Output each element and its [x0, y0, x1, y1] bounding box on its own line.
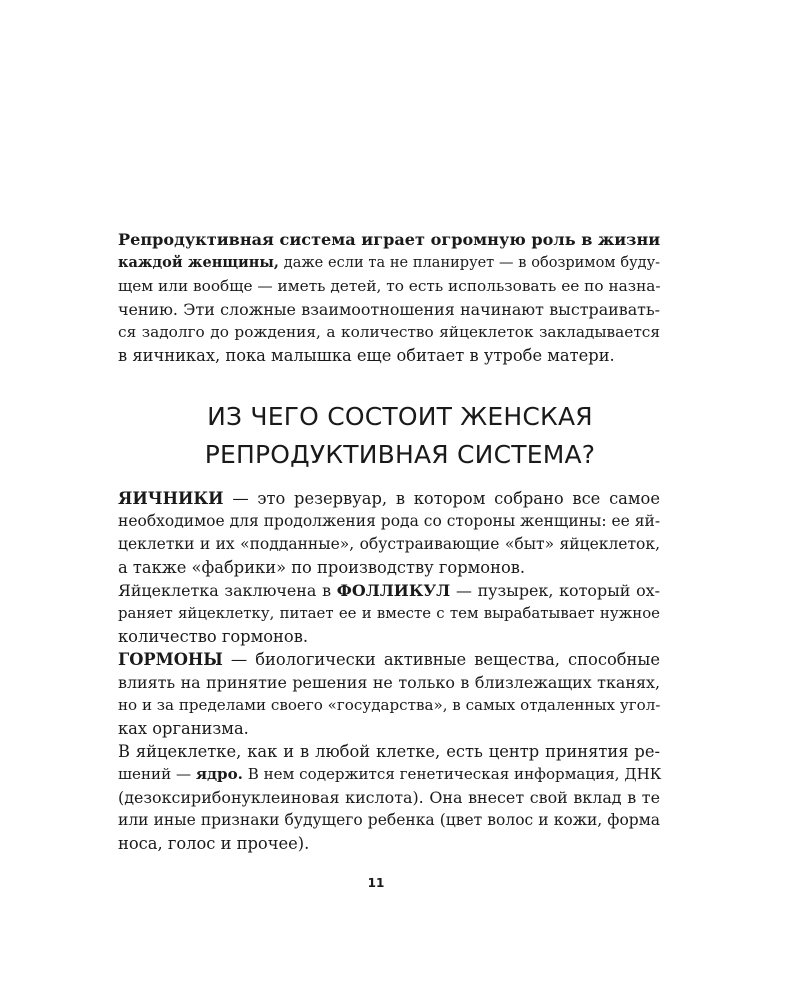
- nucleus-line-2: [118, 763, 660, 786]
- ovaries-line-1: [118, 487, 660, 510]
- follicle-line-2: раняет яйцеклетку, питает ее и вместе с тем вырабатывает нужное: [118, 604, 660, 622]
- body-text: [118, 487, 660, 855]
- hormones-line-2: влиять на принятие решения не только в близлежащих тканях,: [118, 673, 660, 692]
- hormones-line-1-rest: — биологически активные вещества, способные: [222, 650, 660, 669]
- intro-line-1: [118, 228, 660, 251]
- intro-line-2: [118, 251, 660, 275]
- intro-line-5: ся задолго до рождения, а количество яйцеклеток закладывается: [118, 323, 660, 341]
- intro-line-4: чению. Эти сложные взаимоотношения начинают выстраивать-: [118, 300, 660, 319]
- follicle-term: ФОЛЛИКУЛ: [336, 581, 451, 600]
- intro-bold-lead: Репродуктивная система играет огромную роль в жизни: [118, 230, 661, 249]
- section-heading-line-1: ИЗ ЧЕГО СОСТОИТ ЖЕНСКАЯ: [207, 402, 593, 431]
- ovaries-line-3: цеклетки и их «подданные», обустраивающие «быт» яйцеклеток,: [118, 535, 660, 553]
- nucleus-line-3: (дезоксирибонуклеиновая кислота). Она внесет свой вклад в те: [118, 788, 660, 807]
- hormones-paragraph: [118, 648, 660, 740]
- intro-line-2-rest: даже если та не планирует — в обозримом буду-: [278, 255, 660, 271]
- hormones-line-1: [118, 648, 660, 671]
- nucleus-line-1: В яйцеклетке, как и в любой клетке, есть центр принятия ре-: [118, 742, 660, 761]
- hormones-line-4: ках организма.: [118, 719, 249, 738]
- section-heading: [100, 398, 700, 474]
- intro-paragraph: [118, 228, 660, 367]
- follicle-line-1: [118, 579, 660, 602]
- nucleus-line-2-start: шений —: [118, 765, 196, 783]
- ovaries-line-1-rest: — это резервуар, в котором собрано все самое: [223, 489, 660, 508]
- intro-bold-tail: каждой женщины,: [118, 254, 279, 271]
- intro-line-3: щем или вообще — иметь детей, то есть использовать ее по назна-: [118, 277, 661, 295]
- intro-line-6: в яичниках, пока малышка еще обитает в утробе матери.: [118, 346, 615, 365]
- follicle-line-1-start: Яйцеклетка заключена в: [118, 581, 337, 600]
- hormones-line-3: но и за пределами своего «государства», в самых отдаленных угол-: [118, 696, 661, 714]
- ovaries-line-2: необходимое для продолжения рода со стороны женщины: ее яй-: [118, 512, 661, 530]
- section-heading-line-2: РЕПРОДУКТИВНАЯ СИСТЕМА?: [204, 440, 596, 469]
- ovaries-term: ЯИЧНИКИ: [118, 489, 224, 508]
- ovaries-line-4: а также «фабрики» по производству гормонов.: [118, 558, 526, 577]
- nucleus-line-4: или иные признаки будущего ребенка (цвет волос и кожи, форма: [118, 811, 660, 829]
- nucleus-line-2-rest: В нем содержится генетическая информация, ДНК: [242, 765, 662, 783]
- ovaries-paragraph: [118, 487, 660, 579]
- follicle-paragraph: [118, 579, 660, 648]
- nucleus-paragraph: [118, 740, 660, 855]
- follicle-line-1-rest: — пузырек, который ох-: [450, 581, 660, 600]
- page-number: 11: [367, 876, 385, 890]
- hormones-term: ГОРМОНЫ: [118, 650, 223, 669]
- follicle-line-3: количество гормонов.: [118, 627, 309, 646]
- nucleus-line-5: носа, голос и прочее).: [118, 834, 310, 853]
- nucleus-term: ядро.: [195, 765, 243, 783]
